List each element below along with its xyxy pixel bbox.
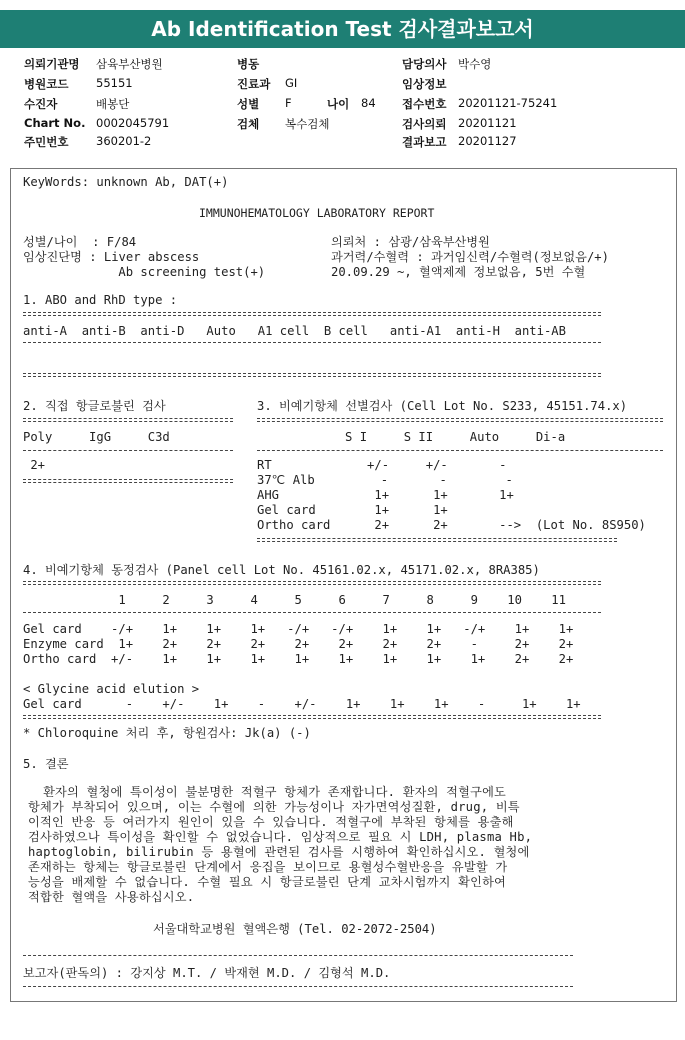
panel-row-ortho: Ortho card +/- 1+ 1+ 1+ 1+ 1+ 1+ 1+ 1+ 2+ 2+ (23, 652, 574, 666)
chloroquine-note: * Chloroquine 처리 후, 항원검사: Jk(a) (-) (23, 726, 311, 740)
divider (257, 418, 663, 422)
conclusion-line: haptoglobin, bilirubin 등 용혈에 관련된 검사를 시행하여 확인하십시오. 혈청에 (28, 845, 530, 859)
clinical-diagnosis-cont: Ab screening test(+) (23, 265, 266, 279)
meta-value: 복수검체 (285, 117, 330, 131)
conclusion-text (28, 785, 613, 905)
dat-header: Poly IgG C3d (23, 430, 170, 444)
divider (23, 715, 601, 719)
meta-label: 병원코드 (24, 77, 69, 91)
divider (23, 373, 601, 377)
meta-value: GI (285, 76, 298, 90)
meta-label: 임상정보 (402, 77, 447, 91)
hospital-footer: 서울대학교병원 혈액은행 (Tel. 02-2072-2504) (153, 922, 437, 936)
meta-label: 성별 (237, 97, 260, 111)
section-screening-title: 3. 비예기항체 선별검사 (Cell Lot No. S233, 45151.74.x) (257, 399, 628, 413)
screening-row-rt: RT +/- +/- - (257, 458, 507, 472)
divider (23, 312, 601, 316)
abo-header: anti-A anti-B anti-D Auto A1 cell B cell anti-A1 anti-H anti-AB (23, 324, 566, 338)
requester: 의뢰처 : 삼광/삼육부산병원 (331, 235, 490, 249)
meta-label: 수진자 (24, 97, 58, 111)
lab-report-panel (10, 168, 677, 1002)
meta-value: 55151 (96, 76, 133, 90)
panel-header: 1 2 3 4 5 6 7 8 9 10 11 (23, 593, 566, 607)
meta-label: 검체 (237, 117, 260, 131)
meta-label: 주민번호 (24, 135, 69, 149)
section-conclusion-title: 5. 결론 (23, 757, 69, 771)
divider (23, 612, 601, 613)
divider (23, 581, 601, 585)
divider (257, 538, 617, 542)
panel-row-enzyme: Enzyme card 1+ 2+ 2+ 2+ 2+ 2+ 2+ 2+ - 2+ 2+ (23, 637, 574, 651)
meta-label: 진료과 (237, 77, 271, 91)
divider (257, 450, 663, 451)
transfusion-history: 20.09.29 ~, 혈액제제 정보없음, 5번 수혈 (331, 265, 586, 279)
conclusion-line: 이적인 반응 등 여러가지 원인이 있을 수 있습니다. 적혈구에 부착된 항체를 용출해 (28, 815, 514, 829)
glycine-row: Gel card - +/- 1+ - +/- 1+ 1+ 1+ - 1+ 1+ (23, 697, 581, 711)
meta-label: 접수번호 (402, 97, 447, 111)
divider (23, 479, 233, 483)
conclusion-line: 환자의 혈청에 특이성이 불분명한 적혈구 항체가 존재합니다. 환자의 적혈구에도 (28, 785, 507, 799)
screening-row-ahg: AHG 1+ 1+ 1+ (257, 488, 514, 502)
divider (23, 450, 233, 451)
divider (23, 342, 601, 343)
screening-header: S I S II Auto Di-a (257, 430, 566, 444)
meta-value: 20201121 (458, 116, 517, 130)
meta-label: Chart No. (24, 116, 86, 130)
meta-value: 20201121-75241 (458, 96, 558, 110)
panel-row-gel: Gel card -/+ 1+ 1+ 1+ -/+ -/+ 1+ 1+ -/+ 1+ 1+ (23, 622, 574, 636)
screening-row-ortho: Ortho card 2+ 2+ --> (Lot No. 8S950) (257, 518, 646, 532)
meta-label: 담당의사 (402, 57, 447, 71)
meta-value: 360201-2 (96, 134, 152, 148)
keywords: KeyWords: unknown Ab, DAT(+) (23, 175, 229, 189)
meta-value: F (285, 96, 292, 110)
patient-sex-age: 성별/나이 : F/84 (23, 235, 137, 249)
meta-label: 검사의뢰 (402, 117, 447, 131)
meta-value: 0002045791 (96, 116, 170, 130)
divider (23, 986, 573, 987)
divider (23, 418, 233, 422)
section-dat-title: 2. 직접 항글로불린 검사 (23, 399, 166, 413)
clinical-diagnosis: 임상진단명 : Liver abscess (23, 250, 200, 264)
meta-value: 박수영 (458, 57, 492, 71)
meta-label: 의뢰기관명 (24, 57, 80, 71)
conclusion-line: 존재하는 항체는 항글로불린 단계에서 응집을 보이므로 용혈성수혈반응을 유발할 가 (28, 860, 508, 874)
meta-label: 결과보고 (402, 135, 447, 149)
screening-row-gel: Gel card 1+ 1+ (257, 503, 448, 517)
reporter-line: 보고자(판독의) : 강지상 M.T. / 박재현 M.D. / 김형석 M.D. (23, 966, 391, 980)
section-abo-title: 1. ABO and RhD type : (23, 293, 178, 307)
dat-value: 2+ (23, 458, 46, 472)
screening-row-alb: 37℃ Alb - - - (257, 473, 513, 487)
report-heading: IMMUNOHEMATOLOGY LABORATORY REPORT (199, 206, 435, 220)
meta-value: 84 (361, 96, 376, 110)
history: 과거력/수혈력 : 과거임신력/수혈력(정보없음/+) (331, 250, 609, 264)
meta-label: 나이 (327, 97, 350, 111)
conclusion-line: 검사하였으나 특이성을 확인할 수 없었습니다. 임상적으로 필요 시 LDH, plasma Hb, (28, 830, 533, 844)
report-title-banner: Ab Identification Test 검사결과보고서 (0, 10, 685, 48)
meta-label: 병동 (237, 57, 260, 71)
conclusion-line: 적합한 혈액을 사용하십시오. (28, 890, 195, 904)
divider (23, 955, 573, 956)
glycine-title: < Glycine acid elution > (23, 682, 200, 696)
meta-value: 삼육부산병원 (96, 57, 163, 71)
meta-value: 배봉단 (96, 97, 130, 111)
conclusion-line: 항체가 부착되어 있으며, 이는 수혈에 의한 가능성이나 자가면역성질환, drug, 비특 (28, 800, 520, 814)
conclusion-line: 능성을 배제할 수 없습니다. 수혈 필요 시 항글로불린 단계 교차시험까지 확인하여 (28, 875, 507, 889)
meta-value: 20201127 (458, 134, 517, 148)
section-panel-title: 4. 비예기항체 동정검사 (Panel cell Lot No. 45161.02.x, 45171.02.x, 8RA385) (23, 563, 540, 577)
